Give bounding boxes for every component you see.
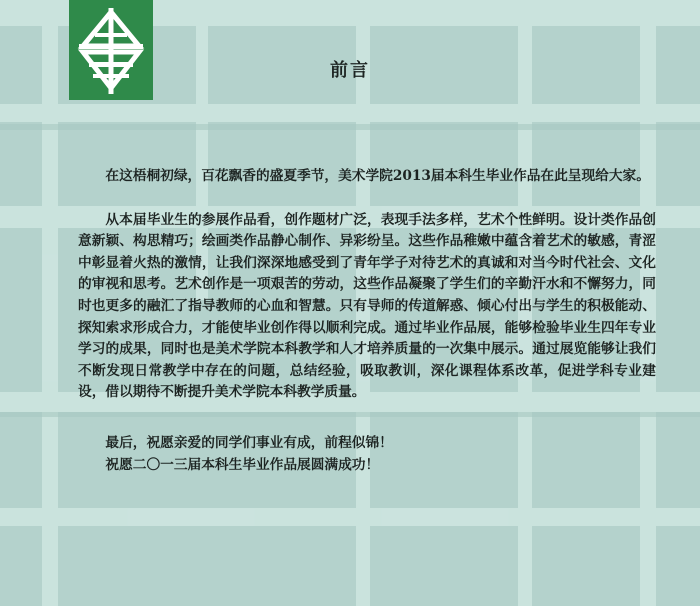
closing-line-1: 最后，祝愿亲爱的同学们事业有成，前程似锦！ [105,434,393,451]
paragraph-main: 从本届毕业生的参展作品看，创作题材广泛，表现手法多样，艺术个性鲜明。设计类作品创意新颖、构思精巧；绘画类作品静心制作、异彩纷呈。这些作品稚嫩中蕴含着艺术的敏感，青涩中彰显着火热的激情，让我们深深地感受到了青年学子对待艺术的真诚和对当今时代社会、文化的审视和思考。艺术创作是一项艰苦的劳动，这些作品凝聚了学生们的辛勤汗水和不懈努力，同时也更多的融汇了指导教师的心血和智慧。只有导师的传道解惑、倾心付出与学生的积极能动、探知索求形成合力，才能使毕业创作得以顺利完成。通过毕业作品展，能够检验毕业生四年专业学习的成果，同时也是美术学院本科教学和人才培养质量的一次集中展示。通过展览能够让我们不断发现日常教学中存在的问题，总结经验，吸取教训，深化课程体系改革，促进学科专业建设，借以期待不断提升美术学院本科教学质量。 [78,211,656,401]
closing-line-2: 祝愿二〇一三届本科生毕业作品展圆满成功！ [105,456,380,473]
page-title: 前言 [330,60,370,81]
document-body [78,166,656,476]
school-emblem-icon [69,0,153,100]
school-logo [69,0,153,100]
paragraph-intro: 在这梧桐初绿，百花飘香的盛夏季节，美术学院2013届本科生毕业作品在此呈现给大家。 [105,168,650,184]
